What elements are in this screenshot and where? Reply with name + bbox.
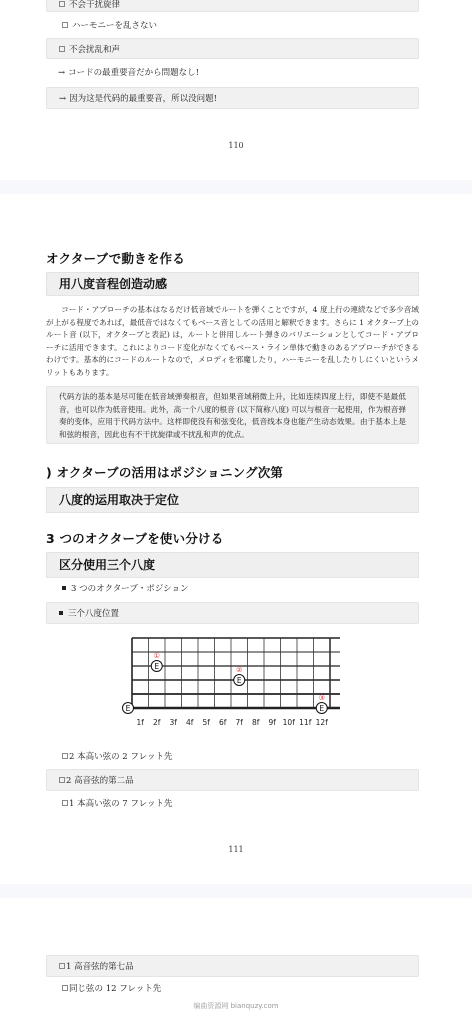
position-marker: ① [153, 652, 160, 660]
position-marker: ③ [318, 694, 325, 702]
fretboard-fret-labels [137, 718, 329, 726]
page-separator [0, 180, 472, 194]
list-item-important-ja: → コードの最重要音だから問題なし! [58, 68, 200, 78]
checkbox-icon [59, 46, 65, 52]
list-item-harmony-ja: ハーモニーを乱さない [62, 20, 157, 32]
section-heading-three-octaves-zh: 区分使用三个八度 [46, 552, 419, 578]
note-label: E [319, 703, 325, 713]
page-number: 111 [228, 845, 244, 854]
page-separator [0, 884, 472, 898]
list-item-melody-zh: 不会干扰旋律 [46, 0, 419, 12]
section-heading-octave-ja: オクターブで動きを作る [46, 251, 185, 266]
checkbox-icon [59, 963, 65, 969]
note-label: E [125, 703, 131, 713]
position-marker: ② [236, 666, 243, 674]
checkbox-icon [62, 22, 68, 28]
fret-label: 4f [186, 718, 194, 726]
section-heading-octave-zh: 用八度音程创造动感 [46, 272, 419, 296]
bullet-positions-zh: 三个八度位置 [46, 602, 419, 624]
note-label: E [154, 661, 160, 671]
list-item-one-string-ja: 1 本高い弦の 7 フレット先 [62, 798, 173, 810]
checkbox-icon [62, 985, 68, 991]
list-item-one-string-zh: 1 高音弦的第七品 [46, 955, 419, 977]
fret-label: 12f [315, 718, 328, 726]
paragraph-ja: コード・アプローチの基本はなるだけ低音域でルートを弾くことですが，4 度上行の連続などで多少音域が上がる程度であれば，最低音ではなくてもベース音としての活用と解釈できます。さらに 1 オクターブ上のルート音 (以下，オクターブと表記) は，ルートと併用しルート弾きのバリエーションとしてコード・アプローチに活用できます。これによりコード変化がなくてもベース・ライン単体で動きのあるアプローチができるわけです。基本的にコードのルートなので，メロディを邪魔したり，ハーモニーを乱したりしにくいというメリットもあります。 [46, 305, 419, 377]
fret-label: 9f [268, 718, 276, 726]
fret-label: 7f [235, 718, 243, 726]
fretboard-diagram [118, 630, 350, 726]
section-heading-positioning-ja: ) オクターブの活用はポジショニング次第 [46, 465, 284, 480]
fret-label: 3f [169, 718, 177, 726]
list-item-two-strings-zh: 2 高音弦的第二品 [46, 769, 419, 791]
fret-label: 1f [136, 718, 144, 726]
paragraph-zh: 代码方法的基本是尽可能在低音域弹奏根音，但如果音域稍微上升，比如连续四度上行，即使不是最低音，也可以作为低音使用。此外，高一个八度的根音 (以下简称八度) 可以与根音一起使用，作为根音弹奏的变体，应用于代码方法中。这样即使没有和弦变化，低音线本身也能产生动态效果。由于基本上是和弦的根音，因此也有不干扰旋律或不扰乱和声的优点。 [59, 392, 406, 439]
list-item-harmony-zh: 不会扰乱和声 [46, 38, 419, 59]
fret-label: 5f [202, 718, 210, 726]
arrow-right-icon: → [58, 68, 66, 78]
list-item-important-zh: → 因为这是代码的最重要音，所以没问题! [46, 87, 419, 109]
list-item-same-string-ja: 同じ弦の 12 フレット先 [62, 983, 161, 995]
arrow-right-icon: → [59, 94, 67, 104]
fret-label: 10f [282, 718, 295, 726]
checkbox-icon [59, 1, 65, 7]
fret-label: 6f [219, 718, 227, 726]
section-heading-three-octaves-ja: 3 つのオクターブを使い分ける [46, 531, 224, 546]
checkbox-icon [59, 777, 65, 783]
checkbox-icon [62, 800, 68, 806]
watermark: 编曲资源网 bianquzy.com [193, 1002, 279, 1010]
bullet-positions-ja: 3 つのオクターブ・ポジション [62, 583, 188, 595]
list-item-two-strings-ja: 2 本高い弦の 2 フレット先 [62, 751, 173, 763]
fret-label: 2f [153, 718, 161, 726]
fretboard-notes [123, 652, 328, 714]
page-number: 110 [228, 141, 244, 150]
square-bullet-icon [62, 586, 66, 590]
fret-label: 11f [299, 718, 312, 726]
note-label: E [236, 675, 242, 685]
fret-label: 8f [252, 718, 260, 726]
checkbox-icon [62, 753, 68, 759]
square-bullet-icon [59, 611, 63, 615]
paragraph-zh-box [46, 386, 419, 444]
section-heading-positioning-zh: 八度的运用取决于定位 [46, 487, 419, 513]
